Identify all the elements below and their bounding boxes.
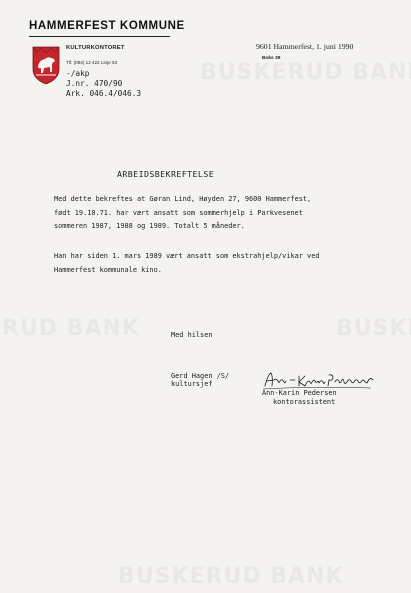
office-name: KULTURKONTORET — [66, 45, 125, 51]
body-line-5: Hammerfest kommunale kino. — [54, 266, 162, 274]
letter-heading: ARBEIDSBEKREFTELSE — [117, 169, 215, 179]
signer2-title: kontorassistent — [273, 398, 336, 406]
watermark-mid-right — [336, 316, 411, 341]
signer1-title: kultursjef — [171, 380, 213, 388]
reference-initials: -/akp — [66, 69, 90, 78]
body-line-4: Han har siden 1. mars 1989 vært ansatt som ekstrahjelp/vikar ved — [54, 252, 320, 260]
signer1-name: Gerd Hagen /S/ — [171, 372, 230, 380]
watermark-top — [200, 60, 411, 85]
closing-greeting: Med hilsen — [171, 331, 213, 339]
coat-of-arms-icon — [31, 45, 61, 85]
office-phone: Tlf. (084) 12 422 Linje 53 — [66, 60, 118, 65]
letterhead-rule — [29, 36, 170, 37]
postbox: Boks 39 — [262, 56, 281, 61]
signer2-name: Ann-Karin Pedersen — [262, 389, 337, 397]
body-line-1: Med dette bekreftes at Gøran Lind, Høyden 27, 9600 Hammerfest, — [54, 195, 312, 203]
place-date: 9601 Hammerfest, 1. juni 1990 — [256, 42, 354, 51]
archive-number: Ark. 046.4/046.3 — [66, 89, 142, 98]
watermark-mid-left — [2, 316, 140, 341]
body-line-2: født 19.10.71. har vært ansatt som sommerhjelp i Parkvesenet — [54, 209, 303, 217]
body-line-3: sommeren 1987, 1988 og 1989. Totalt 5 måneder. — [54, 222, 245, 230]
municipality-name: HAMMERFEST KOMMUNE — [29, 20, 185, 32]
journal-number: J.nr. 470/90 — [66, 79, 123, 88]
watermark-bottom — [118, 564, 344, 589]
